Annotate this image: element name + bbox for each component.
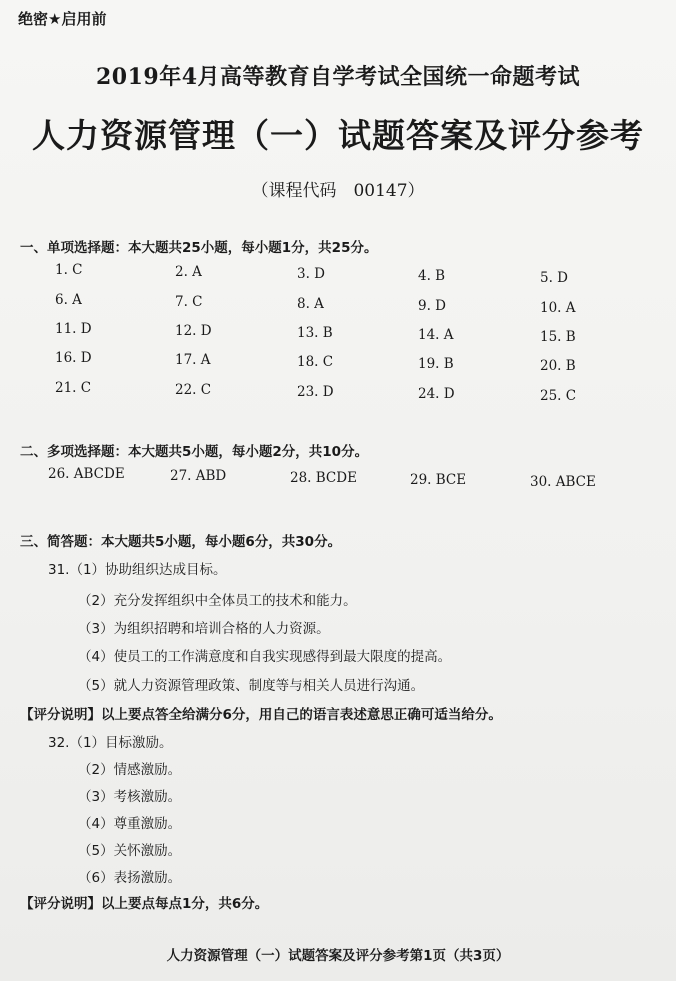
section2-heading: 二、多项选择题：本大题共5小题，每小题2分，共10分。 [20,444,369,460]
q31-answer-5: （5）就人力资源管理政策、制度等与相关人员进行沟通。 [78,678,425,694]
answer-item: 3. D [297,266,325,282]
answer-item: 15. B [540,329,576,345]
answer-item: 20. B [540,358,576,374]
answer-item: 5. D [540,270,568,286]
q31-scoring-note: 【评分说明】以上要点答全给满分6分，用自己的语言表述意思正确可适当给分。 [20,707,502,723]
answer-item: 18. C [297,354,334,370]
answer-item: 11. D [55,321,92,337]
q32-answer-3: （3）考核激励。 [78,789,182,805]
course-code: （课程代码 00147） [251,181,425,201]
q32-answer-1: 32.（1）目标激励。 [48,735,173,751]
answer-item: 8. A [297,296,324,312]
answer-item: 22. C [175,382,212,398]
answer-item: 10. A [540,300,576,316]
answer-item: 17. A [175,352,211,368]
answer-item: 19. B [418,356,454,372]
answer-item: 2. A [175,264,202,280]
q32-answer-4: （4）尊重激励。 [78,816,182,832]
q31-answer-1: 31.（1）协助组织达成目标。 [48,562,227,578]
section1-heading: 一、单项选择题：本大题共25小题，每小题1分，共25分。 [20,240,378,256]
answer-item: 6. A [55,292,82,308]
answer-item: 23. D [297,384,334,400]
multi-answer-item: 26. ABCDE [48,466,125,482]
answer-item: 14. A [418,327,454,343]
q31-answer-2: （2）充分发挥组织中全体员工的技术和能力。 [78,593,357,609]
answer-item: 16. D [55,350,92,366]
multi-answer-item: 30. ABCE [530,474,596,490]
q32-answer-2: （2）情感激励。 [78,762,182,778]
answer-item: 12. D [175,323,212,339]
multi-answer-item: 27. ABD [170,468,227,484]
answer-item: 4. B [418,268,446,284]
q31-answer-3: （3）为组织招聘和培训合格的人力资源。 [78,621,330,637]
multi-answer-item: 29. BCE [410,472,467,488]
document-title: 人力资源管理（一）试题答案及评分参考 [32,116,644,155]
q32-scoring-note: 【评分说明】以上要点每点1分，共6分。 [20,896,269,912]
answer-item: 1. C [55,262,83,278]
multi-answer-item: 28. BCDE [290,470,357,486]
answer-item: 9. D [418,298,446,314]
answer-item: 13. B [297,325,333,341]
exam-title: 2019年4月高等教育自学考试全国统一命题考试 [95,64,581,90]
q32-answer-6: （6）表扬激励。 [78,870,182,886]
section3-heading: 三、简答题：本大题共5小题，每小题6分，共30分。 [20,534,342,550]
q31-answer-4: （4）使员工的工作满意度和自我实现感得到最大限度的提高。 [78,649,452,665]
q32-answer-5: （5）关怀激励。 [78,843,182,859]
secret-mark: 绝密★启用前 [18,10,107,28]
answer-item: 21. C [55,380,92,396]
page-footer: 人力资源管理（一）试题答案及评分参考第1页（共3页） [166,948,510,964]
answer-item: 25. C [540,388,577,404]
answer-item: 7. C [175,294,203,310]
answer-item: 24. D [418,386,455,402]
